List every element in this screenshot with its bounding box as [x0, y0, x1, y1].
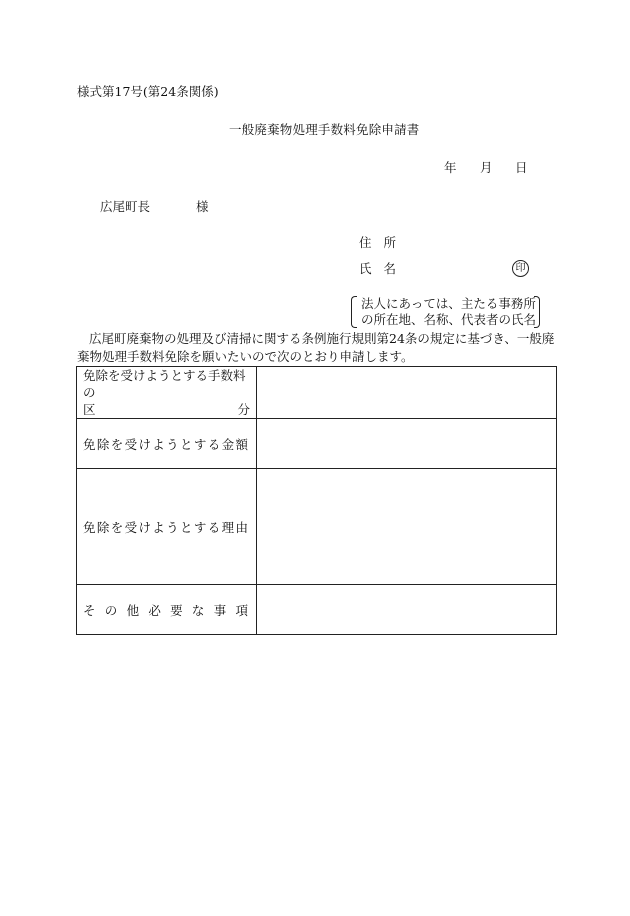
row4-label-char: 項	[235, 602, 248, 618]
table-row	[77, 419, 557, 469]
row2-label-char: と	[180, 436, 193, 452]
row3-label-char: 除	[96, 519, 110, 535]
row4-label-char: そ	[83, 602, 96, 618]
row4-label-char: 要	[170, 602, 183, 618]
fee-category-label-bun: 分	[237, 402, 250, 417]
name-label-char: 名	[383, 261, 397, 276]
row3-label-char: よ	[152, 519, 165, 535]
row3-label-char: う	[166, 519, 179, 535]
date-month-label: 月	[480, 160, 493, 175]
application-table	[76, 366, 557, 635]
exemption-reason-label	[77, 469, 257, 585]
corporate-note	[351, 296, 540, 328]
fee-category-label-line-1: 免除を受けようとする手数料の	[83, 368, 246, 400]
fee-category-label-ku: 区	[83, 402, 96, 417]
row3-label-char: 受	[124, 519, 138, 535]
row4-label-char: 事	[213, 602, 227, 618]
form-number: 様式第17号(第24条関係)	[77, 84, 219, 99]
corporate-note-line-1: 法人にあっては、主たる事務所	[361, 296, 536, 311]
address-label-char: 所	[383, 235, 397, 250]
bracket-left	[351, 296, 357, 328]
row4-label-char: 他	[126, 602, 140, 618]
row4-label-char: の	[104, 602, 118, 618]
row4-label-char: な	[191, 602, 205, 618]
row2-label-char: 免	[83, 436, 96, 452]
fee-category-field[interactable]	[257, 367, 557, 419]
corporate-note-line-2: の所在地、名称、代表者の氏名	[361, 312, 537, 327]
row2-label-char: よ	[152, 436, 165, 452]
row2-label-char: け	[138, 436, 151, 452]
table-row	[77, 585, 557, 635]
addressee-suffix: 様	[196, 199, 209, 214]
row3-label-char: 免	[83, 519, 96, 535]
row4-label-char: 必	[148, 602, 161, 618]
seal-mark: 印	[512, 260, 529, 277]
row3-label-char: る	[207, 519, 221, 535]
bracket-right	[534, 296, 540, 328]
row3-label-char: 由	[235, 519, 248, 535]
other-matters-label	[77, 585, 257, 635]
row3-label-char: と	[180, 519, 193, 535]
date-year-label: 年	[444, 160, 457, 175]
row2-label-char: 額	[235, 436, 248, 452]
address-label-char: 住	[359, 235, 372, 250]
row3-label-char: を	[110, 519, 124, 535]
row2-label-char: す	[193, 436, 207, 452]
row2-label-char: 受	[124, 436, 138, 452]
exempt-amount-field[interactable]	[257, 419, 557, 469]
row2-label-char: る	[207, 436, 221, 452]
table-row	[77, 367, 557, 419]
other-matters-field[interactable]	[257, 585, 557, 635]
applicant-name-label	[359, 263, 396, 276]
row2-label-char: 金	[221, 436, 235, 452]
row3-label-char: 理	[221, 519, 235, 535]
row2-label-char: 除	[96, 436, 110, 452]
table-row	[77, 469, 557, 585]
application-statement: 広尾町廃棄物の処理及び清掃に関する条例施行規則第24条の規定に基づき、一般廃棄物処理手数料免除を願いたいので次のとおり申請します。	[77, 331, 555, 364]
document-title: 一般廃棄物処理手数料免除申請書	[229, 122, 420, 137]
fee-category-label	[77, 367, 257, 419]
addressee-name: 広尾町長	[100, 199, 151, 214]
exemption-reason-field[interactable]	[257, 469, 557, 585]
date-day-label: 日	[515, 160, 528, 175]
row3-label-char: け	[138, 519, 151, 535]
exempt-amount-label	[77, 419, 257, 469]
applicant-address-label	[359, 237, 396, 250]
row3-label-char: す	[193, 519, 207, 535]
row2-label-char: う	[166, 436, 179, 452]
row2-label-char: を	[110, 436, 124, 452]
name-label-char: 氏	[359, 261, 372, 276]
